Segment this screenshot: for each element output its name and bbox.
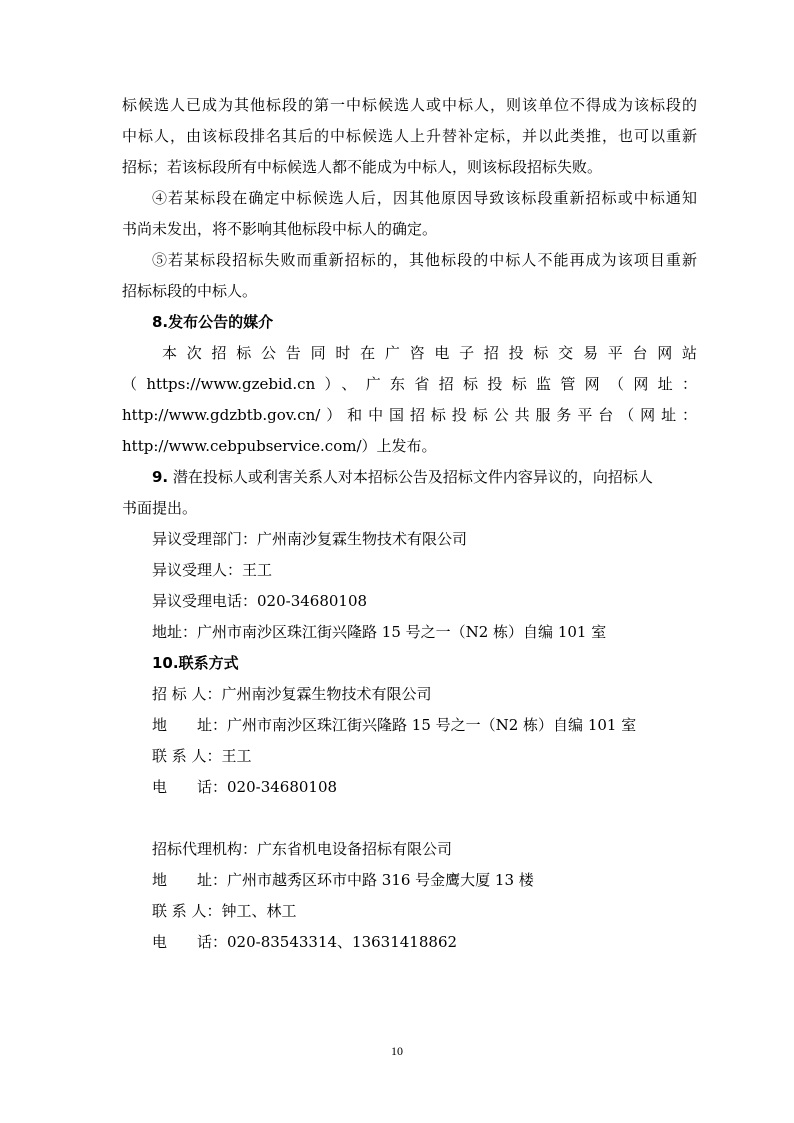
section-10-heading: 10.联系方式 [152,654,239,672]
paragraph-line: 中标人，由该标段排名其后的中标候选人上升替补定标，并以此类推，也可以重新 [122,127,697,145]
section-9-line: 书面提出。 [122,499,198,517]
agency-contact: 联 系 人：钟工、林工 [152,902,297,920]
media-line: （https://www.gzebid.cn）、广东省招标投标监管网（网址： [122,375,697,393]
section-9-line [152,467,697,487]
agency: 招标代理机构：广东省机电设备招标有限公司 [152,840,453,858]
tenderer-phone: 电 话：020-34680108 [152,778,338,796]
paragraph-line: 书尚未发出，将不影响其他标段中标人的确定。 [122,220,438,238]
media-line: http://www.gdzbtb.gov.cn/）和中国招标投标公共服务平台（网址： [122,406,697,424]
paragraph-line: ④若某标段在确定中标候选人后，因其他原因导致该标段重新招标或中标通知 [152,189,697,207]
paragraph-line: 招标标段的中标人。 [122,282,258,300]
agency-phone: 电 话：020-83543314、13631418862 [152,933,458,951]
tenderer: 招 标 人：广州南沙复霖生物技术有限公司 [152,685,432,703]
tenderer-contact: 联 系 人：王工 [152,747,252,765]
tenderer-address: 地 址：广州市南沙区珠江街兴隆路 15 号之一（N2 栋）自编 101 室 [152,716,637,734]
section-9-text: 潜在投标人或利害关系人对本招标公告及招标文件内容异议的，向招标人 [172,468,653,486]
objection-address: 地址：广州市南沙区珠江街兴隆路 15 号之一（N2 栋）自编 101 室 [152,623,607,641]
paragraph-line: ⑤若某标段招标失败而重新招标的，其他标段的中标人不能再成为该项目重新 [152,251,697,269]
agency-address: 地 址：广州市越秀区环市中路 316 号金鹰大厦 13 楼 [152,871,534,889]
section-8-heading: 8.发布公告的媒介 [152,313,274,331]
objection-dept: 异议受理部门：广州南沙复霖生物技术有限公司 [152,530,468,548]
paragraph-line: 标候选人已成为其他标段的第一中标候选人或中标人，则该单位不得成为该标段的 [122,96,697,114]
paragraph-line: 招标；若该标段所有中标候选人都不能成为中标人，则该标段招标失败。 [122,158,603,176]
media-line: http://www.cebpubservice.com/）上发布。 [122,437,437,455]
objection-phone: 异议受理电话：020-34680108 [152,592,368,610]
objection-person: 异议受理人：王工 [152,561,273,579]
media-line: 本次招标公告同时在广咨电子招投标交易平台网站 [162,344,697,362]
section-9-number: 9. [152,468,169,486]
page-number: 10 [391,1044,403,1058]
